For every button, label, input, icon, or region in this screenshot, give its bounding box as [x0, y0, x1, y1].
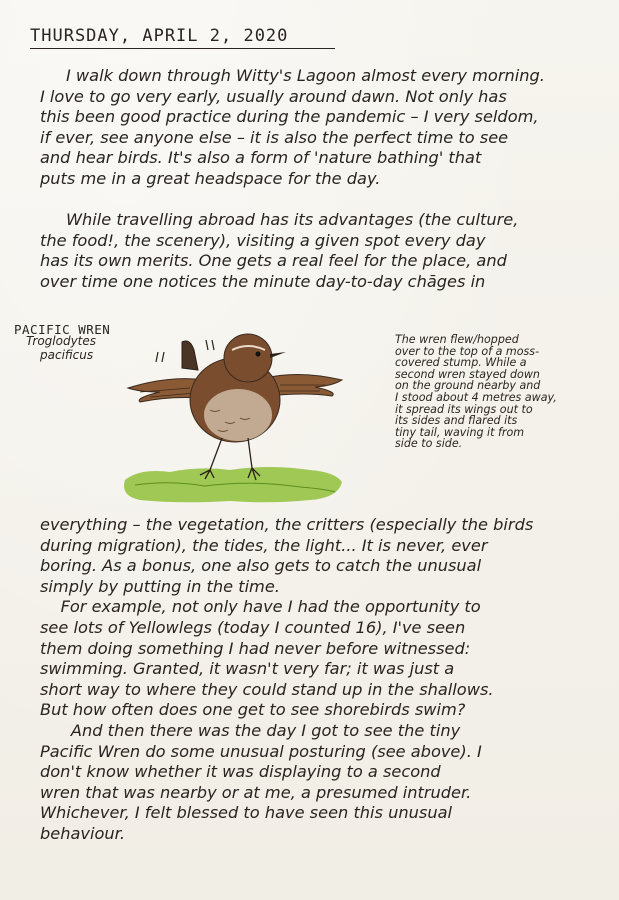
text-line: I love to go very early, usually around dawn. Not only has — [40, 86, 507, 106]
text-line: boring. As a bonus, one also gets to catch the unusual — [40, 556, 482, 576]
sketch-caption — [395, 334, 605, 450]
text-line: swimming. Granted, it wasn't very far; it was just a — [40, 659, 455, 679]
text-line: short way to where they could stand up in the shallows. — [40, 679, 494, 699]
paragraph-observations — [40, 515, 600, 845]
text-line: them doing something I had never before witnessed: — [40, 638, 471, 658]
text-line: puts me in a great headspace for the day. — [40, 168, 381, 188]
journal-date: THURSDAY, APRIL 2, 2020 — [30, 26, 335, 49]
species-name: PACIFIC WREN — [14, 322, 111, 337]
paragraph-intro — [40, 66, 600, 190]
text-line: everything – the vegetation, the critters (especially the birds — [40, 515, 534, 534]
text-line: during migration), the tides, the light... It is never, ever — [40, 535, 488, 555]
latin-genus: Troglodytes — [26, 334, 97, 348]
text-line: I walk down through Witty's Lagoon almost every morning. — [66, 66, 545, 85]
text-line: don't know whether it was displaying to a second — [40, 762, 441, 782]
text-line: Whichever, I felt blessed to have seen this unusual — [40, 803, 453, 823]
caption-line: it spread its wings out to — [395, 402, 533, 416]
caption-line: I stood about 4 metres away, — [395, 390, 557, 404]
text-line: has its own merits. One gets a real feel for the place, and — [40, 251, 507, 271]
caption-line: second wren stayed down — [395, 367, 540, 381]
latin-species: pacificus — [40, 348, 94, 362]
text-line: if ever, see anyone else – it is also the perfect time to see — [40, 127, 509, 147]
text-line: wren that was nearby or at me, a presumed intruder. — [40, 782, 472, 802]
text-line: Pacific Wren do some unusual posturing (see above). I — [40, 741, 482, 761]
text-line: simply by putting in the time. — [40, 576, 280, 596]
text-line: over time one notices the minute day-to-day chāges in — [40, 271, 486, 291]
text-line: the food!, the scenery), visiting a given spot every day — [40, 230, 486, 250]
text-line: But how often does one get to see shorebirds swim? — [40, 700, 466, 720]
caption-line: on the ground nearby and — [395, 379, 541, 393]
text-line: and hear birds. It's also a form of 'nature bathing' that — [40, 148, 482, 168]
text-line: For example, not only have I had the opportunity to — [40, 597, 481, 617]
paragraph-travel — [40, 210, 600, 292]
caption-line: tiny tail, waving it from — [395, 425, 525, 439]
caption-line: covered stump. While a — [395, 356, 527, 370]
caption-line: The wren flew/hopped — [395, 333, 519, 346]
text-line: And then there was the day I got to see the tiny — [40, 720, 461, 740]
text-line: While travelling abroad has its advantages (the culture, — [66, 210, 519, 229]
text-line: see lots of Yellowlegs (today I counted 16), I've seen — [40, 617, 466, 637]
text-line: this been good practice during the pandemic – I very seldom, — [40, 107, 539, 127]
wren-illustration — [110, 330, 360, 505]
caption-line: side to side. — [395, 437, 463, 451]
caption-line: its sides and flared its — [395, 414, 518, 428]
caption-line: over to the top of a moss- — [395, 344, 540, 358]
text-line: behaviour. — [40, 823, 125, 843]
